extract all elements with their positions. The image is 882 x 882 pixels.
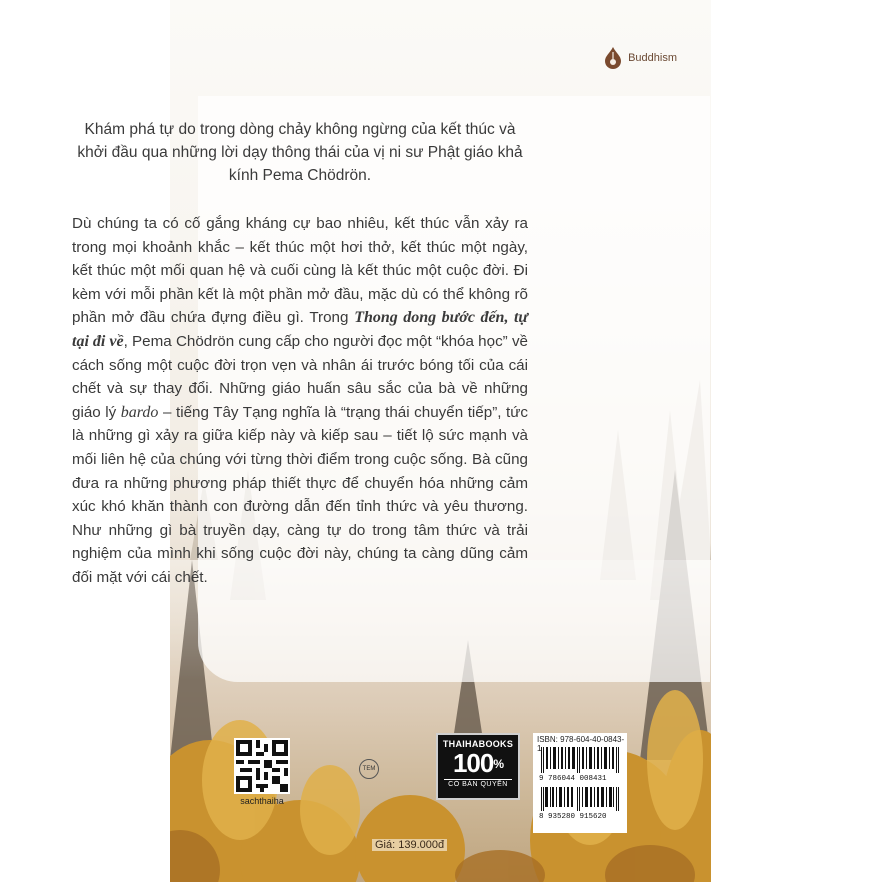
body-part-3: – tiếng Tây Tạng nghĩa là “trạng thái chuyển tiếp”, tức là những gì xảy ra giữa kiếp này và kiếp sau – tiết lộ sức mạnh và mối liên hệ của chúng với từng thời điểm trong cuộc sống. Bà cũng đưa ra những phương pháp thiết thực để chuyển hóa những cảm xúc khó khăn thành con đường dẫn đến tỉnh thức và yêu thương. Như những gì bà truyền dạy, càng tự do trong tâm thức và trải nghiệm của mình khi sống cuộc đời này, chúng ta càng dũng cảm đối mặt với cái chết. [72,403,528,586]
intro-text: Khám phá tự do trong dòng chảy không ngừng của kết thúc và khởi đầu qua những lời dạy thông thái của vị ni sư Phật giáo khả kính Pema Chödrön. [77,121,523,184]
brand [604,46,677,70]
badge-publisher: THAIHABOOKS [442,739,514,749]
qr-caption: sachthaiha [240,796,284,806]
isbn-label: ISBN: 978-604-40-0843-1 [537,735,625,753]
badge-subtitle: CÓ BẢN QUYỀN [444,779,512,788]
bodhi-leaf-icon [604,46,622,70]
tem-stamp: TEM [359,759,379,779]
isbn-barcode-number: 9 786044 008431 [539,775,607,783]
bardo-term: bardo [120,403,159,421]
book-title: Thong dong bước đến, tự tại đi về [72,309,529,350]
ean-barcode-number: 8 935280 915620 [539,813,607,821]
body-part-2: , Pema Chödrön cung cấp cho người đọc một “khóa học” về cách sống một cuộc đời trọn vẹn và nhân ái trước bóng tối của cái chết và sự thay đổi. Những giáo huấn sâu sắc của bà về những giáo lý [72,332,528,421]
body-text [72,212,528,590]
badge-percent: 100% [452,748,504,778]
price-label: Giá: 139.000đ [372,839,447,851]
body-part-1: Dù chúng ta có cố gắng kháng cự bao nhiêu, kết thúc vẫn xảy ra trong mọi khoảnh khắc – kết thúc một hơi thở, kết thúc một ngày, kết thúc một mối quan hệ và cuối cùng là kết thúc một cuộc đời. Đi kèm với mỗi phần kết là một phần mở đầu, mặc dù có thể không rõ phần mở đầu chứa đựng điều gì. Trong [72,215,528,327]
brand-label: Buddhism [628,52,677,64]
